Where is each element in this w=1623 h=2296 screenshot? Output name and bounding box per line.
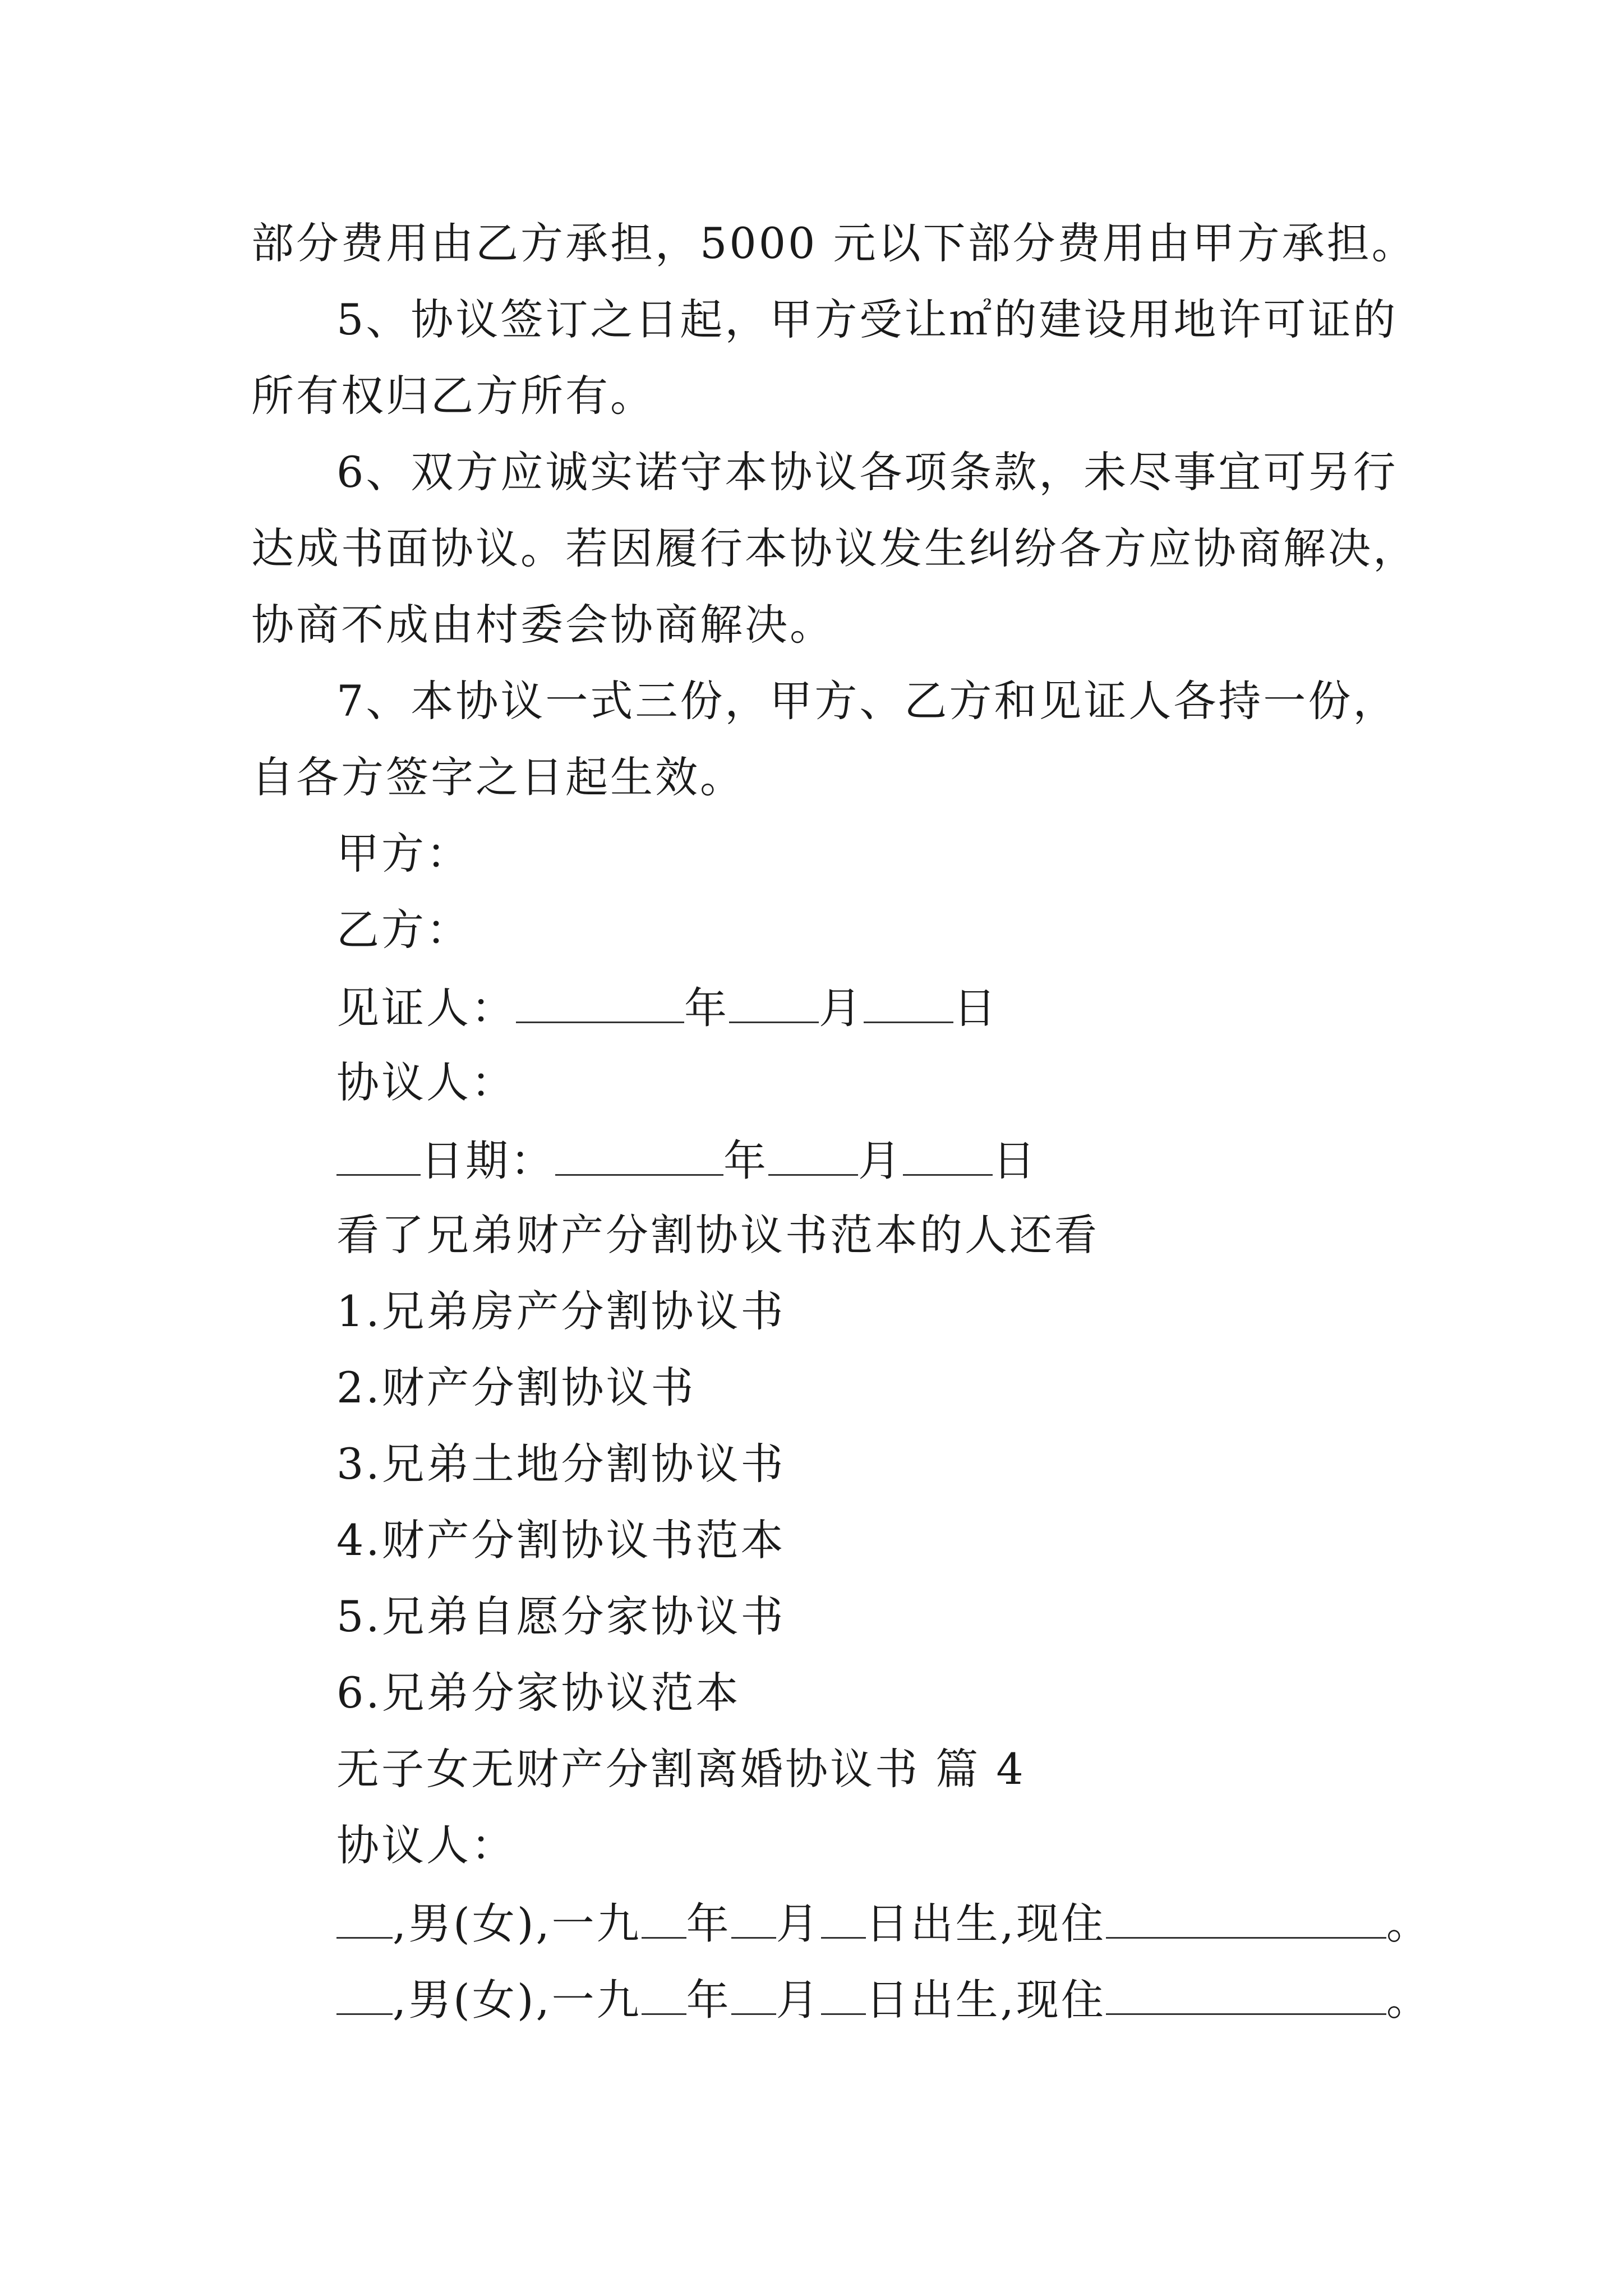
- section-title: 无子女无财产分割离婚协议书 篇 4: [336, 1744, 1026, 1794]
- section-agreement-person: 协议人：: [336, 1820, 516, 1870]
- year-label: 年: [723, 1135, 768, 1186]
- born-prefix: 一九: [551, 1975, 642, 2025]
- year-blank: [642, 1901, 686, 1939]
- agreement-person-label: 协议人：: [336, 1057, 516, 1107]
- related-heading: 看了兄弟财产分割协议书范本的人还看: [336, 1210, 1099, 1260]
- month-label: 月: [858, 1135, 903, 1186]
- witness-line: [336, 983, 998, 1033]
- day-blank: [864, 985, 953, 1023]
- address-blank: [1106, 1901, 1386, 1939]
- month-blank: [731, 1977, 776, 2015]
- birth-residence-text: 日出生,现住: [865, 1975, 1106, 2025]
- related-item: 1.兄弟房产分割协议书: [336, 1286, 786, 1336]
- witness-label: 见证人：: [336, 983, 516, 1033]
- year-blank: [642, 1977, 686, 2015]
- year-label: 年: [686, 1898, 731, 1949]
- paragraph-line: 7、本协议一式三份，甲方、乙方和见证人各持一份，: [336, 676, 1398, 726]
- related-item: 4.财产分割协议书范本: [336, 1515, 786, 1565]
- paragraph-line: 部分费用由乙方承担，5000 元以下部分费用由甲方承担。: [251, 218, 1417, 268]
- birth-residence-text: 日出生,现住: [865, 1898, 1106, 1949]
- related-item: 5.兄弟自愿分家协议书: [336, 1591, 786, 1641]
- day-blank: [821, 1977, 866, 2015]
- month-label: 月: [776, 1975, 821, 2025]
- day-label: 日: [993, 1135, 1038, 1186]
- comma: ,: [393, 1975, 409, 2025]
- paragraph-line: 所有权归乙方所有。: [251, 371, 655, 421]
- date-line: [336, 1135, 1038, 1186]
- related-item: 2.财产分割协议书: [336, 1363, 696, 1412]
- paragraph-line: 6、双方应诚实诺守本协议各项条款，未尽事宜可另行: [336, 447, 1398, 497]
- related-item: 6.兄弟分家协议范本: [336, 1668, 741, 1718]
- year-label: 年: [686, 1975, 731, 2025]
- person-line: [336, 1898, 1431, 1949]
- address-blank: [1106, 1977, 1386, 2015]
- born-prefix: 一九: [551, 1898, 642, 1949]
- comma: ,: [536, 1975, 552, 2025]
- gender-text: 男(女): [408, 1975, 536, 2025]
- day-blank: [821, 1901, 866, 1939]
- person-line: [336, 1975, 1431, 2025]
- month-blank: [731, 1901, 776, 1939]
- signature-blank: [336, 1138, 421, 1176]
- party-b-label: 乙方：: [336, 905, 471, 955]
- paragraph-line: 达成书面协议。若因履行本协议发生纠纷各方应协商解决，: [251, 523, 1418, 573]
- day-label: 日: [953, 983, 998, 1033]
- party-a-label: 甲方：: [336, 829, 471, 878]
- day-blank: [903, 1138, 993, 1176]
- period: 。: [1386, 1975, 1431, 2025]
- witness-year-blank: [516, 985, 684, 1023]
- period: 。: [1386, 1898, 1431, 1949]
- related-item: 3.兄弟土地分割协议书: [336, 1439, 786, 1489]
- date-label: 日期：: [421, 1135, 555, 1186]
- comma: ,: [393, 1898, 409, 1949]
- date-year-blank: [555, 1138, 723, 1176]
- name-blank: [336, 1977, 393, 2015]
- paragraph-line: 自各方签字之日起生效。: [251, 752, 745, 802]
- month-label: 月: [776, 1898, 821, 1949]
- month-label: 月: [819, 983, 864, 1033]
- paragraph-line: 协商不成由村委会协商解决。: [251, 600, 834, 650]
- year-label: 年: [684, 983, 729, 1033]
- month-blank: [768, 1138, 858, 1176]
- month-blank: [729, 985, 819, 1023]
- paragraph-line: 5、协议签订之日起，甲方受让㎡的建设用地许可证的: [336, 295, 1398, 344]
- name-blank: [336, 1901, 393, 1939]
- gender-text: 男(女): [408, 1898, 536, 1949]
- comma: ,: [536, 1898, 552, 1949]
